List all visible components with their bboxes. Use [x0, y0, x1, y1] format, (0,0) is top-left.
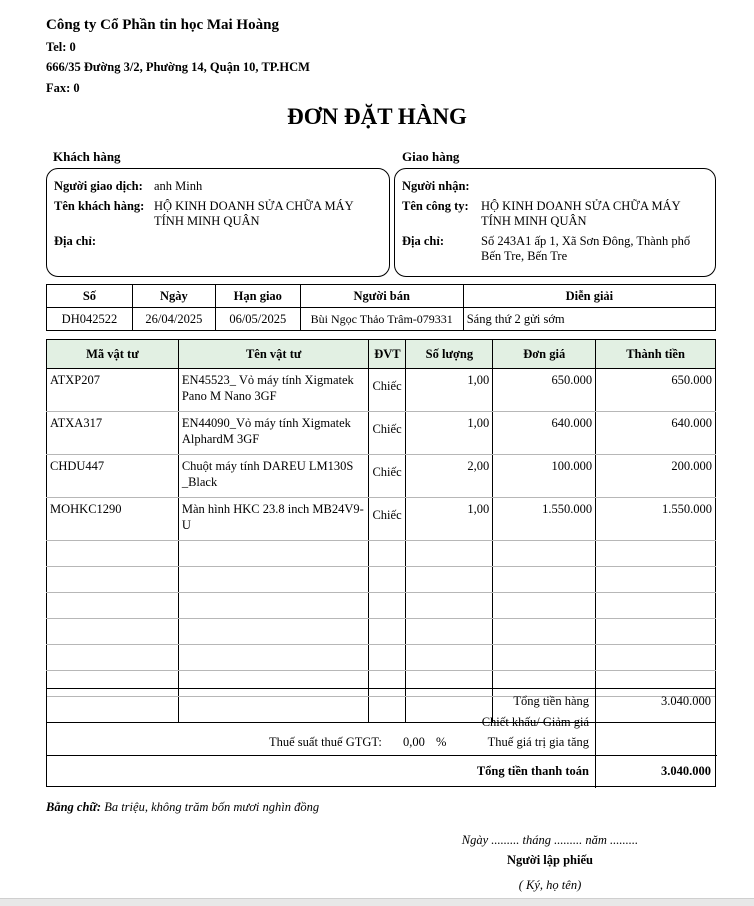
meta-deadline: 06/05/2025	[215, 308, 300, 331]
item-unit: Chiếc	[369, 369, 406, 412]
customer-name-value: HỘ KINH DOANH SỬA CHỮA MÁY TÍNH MINH QUÂN	[154, 199, 354, 228]
item-code: MOHKC1290	[47, 498, 179, 541]
customer-contact-label: Người giao dịch:	[54, 179, 143, 193]
delivery-address-label: Địa chỉ:	[402, 234, 445, 248]
amount-in-words	[46, 800, 319, 815]
vat-rate-value: 0,00	[403, 735, 425, 749]
meta-header-description: Diễn giải	[463, 285, 715, 308]
grand-total-value: 3.040.000	[661, 764, 711, 778]
meta-seller: Bùi Ngọc Thảo Trâm-079331	[300, 308, 463, 331]
summary-block	[46, 688, 716, 787]
item-name: Chuột máy tính DAREU LM130S _Black	[178, 455, 369, 498]
items-table	[46, 339, 716, 723]
delivery-box	[394, 168, 716, 277]
items-header-name: Tên vật tư	[178, 340, 369, 369]
table-row-empty	[47, 645, 716, 671]
item-qty: 1,00	[406, 498, 493, 541]
amount-in-words-value: Ba triệu, không trăm bốn mươi nghìn đồng	[104, 800, 320, 814]
subtotal-label: Tổng tiền hàng	[513, 694, 589, 708]
table-row-empty	[47, 619, 716, 645]
item-code: ATXP207	[47, 369, 179, 412]
item-price: 640.000	[493, 412, 596, 455]
item-total: 640.000	[596, 412, 716, 455]
item-total: 650.000	[596, 369, 716, 412]
table-row-empty	[47, 567, 716, 593]
customer-section-title: Khách hàng	[53, 149, 121, 164]
signature-hint: ( Ký, họ tên)	[518, 878, 582, 892]
customer-name-label: Tên khách hàng:	[54, 199, 145, 213]
items-header-qty: Số lượng	[406, 340, 493, 369]
meta-order-date: 26/04/2025	[132, 308, 215, 331]
items-header-total: Thành tiền	[596, 340, 716, 369]
table-row	[47, 455, 716, 498]
table-row	[47, 498, 716, 541]
document-title: ĐƠN ĐẶT HÀNG	[287, 104, 467, 129]
company-fax: Fax: 0	[46, 81, 80, 95]
item-unit: Chiếc	[369, 412, 406, 455]
item-name: EN45523_ Vỏ máy tính Xigmatek Pano M Nano 3GF	[178, 369, 369, 412]
item-price: 100.000	[493, 455, 596, 498]
item-price: 650.000	[493, 369, 596, 412]
table-row-empty	[47, 593, 716, 619]
meta-description: Sáng thứ 2 gửi sớm	[463, 308, 715, 331]
company-address: 666/35 Đường 3/2, Phường 14, Quận 10, TP.HCM	[46, 60, 310, 74]
order-meta-table	[46, 284, 716, 331]
meta-order-number: DH042522	[47, 308, 133, 331]
vat-label: Thuế giá trị gia tăng	[487, 735, 589, 749]
subtotal-value: 3.040.000	[661, 694, 711, 708]
meta-header-deadline: Hạn giao	[215, 285, 300, 308]
delivery-company-label: Tên công ty:	[402, 199, 469, 213]
delivery-receiver-label: Người nhận:	[402, 179, 470, 193]
company-tel: Tel: 0	[46, 40, 76, 54]
item-name: EN44090_Vỏ máy tính Xigmatek AlphardM 3GF	[178, 412, 369, 455]
table-row	[47, 369, 716, 412]
customer-box	[46, 168, 390, 277]
item-price: 1.550.000	[493, 498, 596, 541]
item-unit: Chiếc	[369, 455, 406, 498]
item-name: Màn hình HKC 23.8 inch MB24V9-U	[178, 498, 369, 541]
vat-rate-label: Thuế suất thuế GTGT:	[269, 735, 382, 749]
item-total: 1.550.000	[596, 498, 716, 541]
grand-total-label: Tổng tiền thanh toán	[476, 764, 589, 778]
item-qty: 2,00	[406, 455, 493, 498]
vat-rate-unit: %	[436, 735, 447, 749]
amount-in-words-label: Bằng chữ:	[46, 800, 102, 814]
table-row	[47, 412, 716, 455]
item-unit: Chiếc	[369, 498, 406, 541]
delivery-section-title: Giao hàng	[402, 149, 460, 164]
discount-label: Chiết khấu/ Giảm giá	[481, 715, 589, 729]
signature-role: Người lập phiếu	[507, 853, 593, 867]
customer-address-label: Địa chỉ:	[54, 234, 97, 248]
item-code: CHDU447	[47, 455, 179, 498]
items-header-price: Đơn giá	[493, 340, 596, 369]
items-header-unit: ĐVT	[369, 340, 406, 369]
delivery-company-value: HỘ KINH DOANH SỬA CHỮA MÁY TÍNH MINH QUÂN	[481, 199, 681, 228]
company-name: Công ty Cổ Phần tin học Mai Hoàng	[46, 17, 279, 33]
items-header-code: Mã vật tư	[47, 340, 179, 369]
item-qty: 1,00	[406, 369, 493, 412]
customer-contact-value: anh Minh	[154, 179, 203, 193]
meta-header-date: Ngày	[132, 285, 215, 308]
item-qty: 1,00	[406, 412, 493, 455]
signature-date: Ngày ......... tháng ......... năm .........	[461, 833, 639, 847]
meta-header-seller: Người bán	[300, 285, 463, 308]
item-total: 200.000	[596, 455, 716, 498]
delivery-address-value: Số 243A1 ấp 1, Xã Sơn Đông, Thành phố Bến Tre, Bến Tre	[481, 234, 691, 263]
table-row-empty	[47, 541, 716, 567]
meta-header-number: Số	[47, 285, 133, 308]
item-code: ATXA317	[47, 412, 179, 455]
